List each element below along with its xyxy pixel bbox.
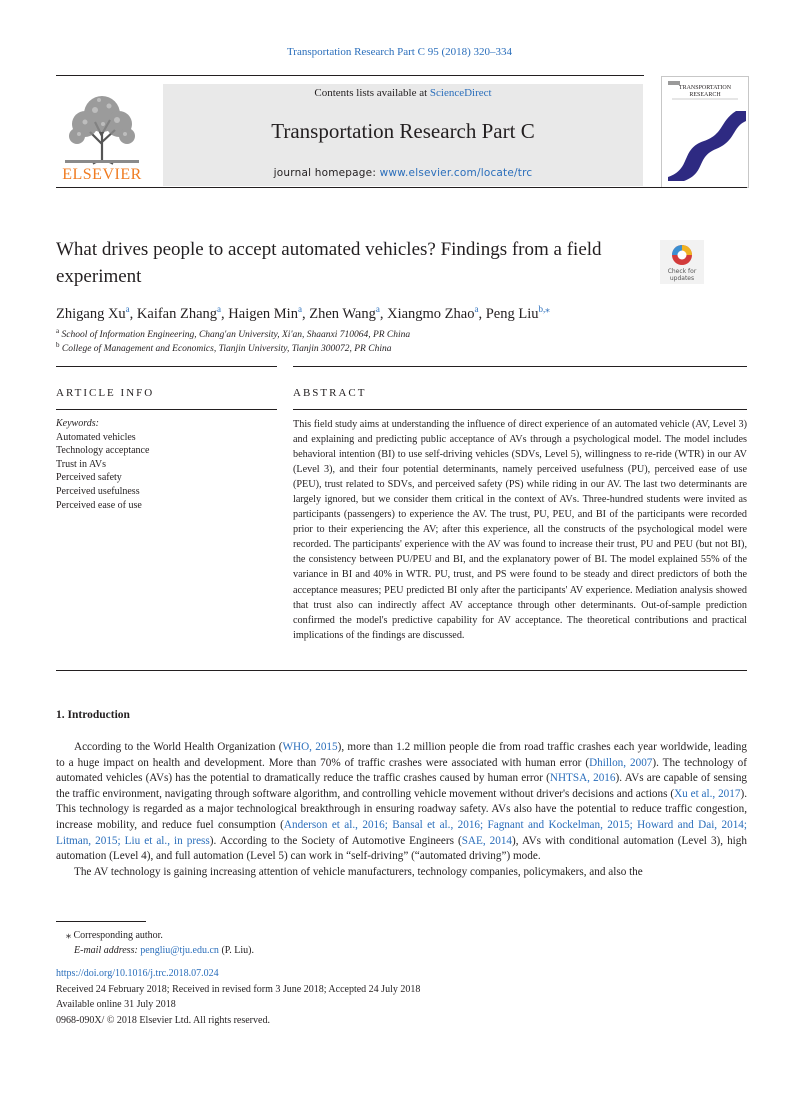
citation-link[interactable]: Xu et al., 2017 xyxy=(674,787,741,800)
abstract-heading: ABSTRACT xyxy=(293,387,367,399)
intro-text: ). AVs are capable of sensing the traffic environment, navigating through software algorithm, and controlling vehicle movement without driver's decisions and actions ( xyxy=(56,772,748,800)
journal-cover-thumbnail[interactable] xyxy=(661,76,749,188)
author-name: Zhen Wang xyxy=(309,305,376,322)
intro-text: ). This technology is regarded as a major technological breakthrough in ensuring roadway safety. AVs also have the potential to reduce traffic congestion, increase mobility, and reduce fuel consumption ( xyxy=(56,787,747,831)
journal-reference-link[interactable]: Transportation Research Part C 95 (2018) 320–334 xyxy=(286,46,513,58)
email-line xyxy=(56,943,556,958)
article-info-top-rule xyxy=(56,366,277,367)
header-bottom-rule xyxy=(56,187,747,188)
keywords-label: Keywords: xyxy=(56,418,99,429)
email-link[interactable]: pengliu@tju.edu.cn xyxy=(140,945,219,956)
homepage-link[interactable]: www.elsevier.com/locate/trc xyxy=(379,167,533,179)
corresponding-author-note: ⁎ Corresponding author. xyxy=(66,930,163,941)
keyword-item: Perceived ease of use xyxy=(56,499,142,511)
citation-link[interactable]: Anderson et al., 2016; Bansal et al., 2016; Fagnant and Kockelman, 2015; Howard and Dai, 2014; Litman, 2015; Liu et al., in press xyxy=(56,818,747,847)
homepage-prefix: journal homepage: xyxy=(273,167,380,179)
affiliation-text: School of Information Engineering, Chang'an University, Xi'an, Shaanxi 710064, PR China xyxy=(61,330,411,341)
keyword-item: Trust in AVs xyxy=(56,458,107,470)
author-affiliation-mark[interactable]: a xyxy=(375,304,380,314)
author-name: Zhigang Xu xyxy=(56,305,126,322)
author-affiliation-mark[interactable]: b,⁎ xyxy=(538,304,550,314)
abstract-text: This field study aims at understanding the influence of direct experience of an automated vehicle (AV, Level 3) and explaining and predicting public acceptance of AVs through a psychological model. The model includes behavioral intention (BI) to use self-driving vehicles (SDVs, Level 5), willingness to re-ride (WTR) in our AV (Level 3), and their four potential determinants, namely perceived usefulness (PU), perceived ease of use (PEU), trust related to SDVs, and perceived safety (PS) while riding in our AV. The last two determinants are largely ignored, but we consider them critical in the context of AVs. Three-hundred students were invited as participants (passengers) to experience the AV. The trust, PU, PEU, and BI of the participants were recorded prior to their experiencing the AV; after this experience, all the constructs of the psychological model were recorded. The participants' experience with the AV was found to increase their trust, PU and PEU (but not BI), the consistency between PU/PEU and BI, and the explanatory power of BI. The model explained 55% of the variance in BI and 40% in WTR. PU, trust, and PS were found to be steady and direct predictors of both the acceptance measures; PEU predicted BI only after the participants' AV experience. Mediation analysis showed that trust also can indirectly affect AV acceptance through other determinants. Out-of-sample prediction confirmed the model's predictive capability for AV acceptance. The theoretical contributions and practical implications of the findings are discussed. xyxy=(293,419,747,641)
affiliation-a xyxy=(56,327,736,340)
cover-road-icon xyxy=(662,77,748,187)
email-label: E-mail address: xyxy=(74,945,141,956)
svg-text:updates: updates xyxy=(669,275,695,282)
author-name: Kaifan Zhang xyxy=(136,305,218,322)
check-for-updates-icon[interactable] xyxy=(660,240,704,284)
cover-title-line2: RESEARCH xyxy=(689,92,721,98)
intro-paragraph-1 xyxy=(56,740,747,865)
footnote xyxy=(56,928,556,958)
author-list: Zhigang Xu$^a$, Kaifan Zhang$^a$, Haigen Min$^a$, Zhen Wang$^a$, Xiangmo Zhao$^a$, Peng Liu$^{b,⁎}$ xyxy=(56,304,550,322)
svg-text:Check for: Check for xyxy=(667,268,697,275)
abstract-rule xyxy=(293,409,747,410)
citation-link[interactable]: WHO, 2015 xyxy=(282,741,338,753)
intro-paragraph-2: The AV technology is gaining increasing attention of vehicle manufacturers, technology companies, policymakers, and also the xyxy=(74,865,643,878)
citation-link[interactable]: NHTSA, 2016 xyxy=(549,772,616,785)
author-name: Peng Liu xyxy=(485,305,539,322)
received-dates: Received 24 February 2018; Received in revised form 3 June 2018; Accepted 24 July 2018 xyxy=(56,983,421,995)
author-affiliation-mark[interactable]: a xyxy=(217,304,222,314)
author-name: Haigen Min xyxy=(228,305,298,322)
intro-text: ), AVs with conditional automation (Level 3), high automation (Level 4), and full automation (Level 5) can work in “self-driving” (“automated driving”) mode. xyxy=(56,834,747,863)
article-info-heading: ARTICLE INFO xyxy=(56,387,155,399)
article-info-rule xyxy=(56,409,277,410)
header-top-rule xyxy=(56,75,644,76)
affiliation-text: College of Management and Economics, Tianjin University, Tianjin 300072, PR China xyxy=(61,344,392,355)
keyword-item: Perceived usefulness xyxy=(56,485,140,497)
doi-link[interactable]: https://doi.org/10.1016/j.trc.2018.07.024 xyxy=(56,968,219,979)
introduction-body xyxy=(56,740,747,880)
footnote-rule xyxy=(56,921,146,922)
homepage-line xyxy=(163,167,643,179)
author-affiliation-mark[interactable]: a xyxy=(125,304,130,314)
available-online: Available online 31 July 2018 xyxy=(56,999,176,1010)
citation-link[interactable]: Dhillon, 2007 xyxy=(589,756,653,769)
elsevier-wordmark: ELSEVIER xyxy=(62,166,142,183)
paper-title: What drives people to accept automated vehicles? Findings from a field experiment xyxy=(56,239,602,287)
intro-text: According to the World Health Organization ( xyxy=(74,741,283,753)
abstract-end-rule xyxy=(56,670,747,671)
copyright: 0968-090X/ © 2018 Elsevier Ltd. All rights reserved. xyxy=(56,1014,270,1026)
section-heading-introduction: 1. Introduction xyxy=(56,709,130,721)
citation-link[interactable]: SAE, 2014 xyxy=(461,834,513,847)
keywords-block xyxy=(56,417,276,512)
intro-text: ). The technology of automated vehicles (AVs) has the potential to dramatically reduce the traffic crashes caused by human error ( xyxy=(56,756,747,785)
contents-prefix: Contents lists available at xyxy=(314,87,430,99)
author-affiliation-mark[interactable]: a xyxy=(297,304,302,314)
keyword-item: Automated vehicles xyxy=(56,431,136,443)
email-suffix: (P. Liu). xyxy=(218,945,254,956)
cover-title-line1: TRANSPORTATION xyxy=(678,85,732,91)
author-name: Xiangmo Zhao xyxy=(387,305,475,322)
intro-text: ), more than 1.2 million people die from road traffic crashes each year worldwide, leading to a huge impact on health and development. More than 70% of traffic crashes were associated with human error ( xyxy=(56,741,747,769)
contents-line xyxy=(163,87,643,99)
sciencedirect-link[interactable]: ScienceDirect xyxy=(429,87,492,99)
abstract-top-rule xyxy=(293,366,747,367)
publication-info xyxy=(56,966,556,1028)
author-affiliation-mark[interactable]: a xyxy=(474,304,479,314)
keyword-item: Perceived safety xyxy=(56,472,122,484)
affiliation-mark: a xyxy=(56,327,60,335)
keyword-item: Technology acceptance xyxy=(56,445,150,457)
affiliation-b xyxy=(56,341,736,354)
intro-text: ). According to the Society of Automotive Engineers ( xyxy=(209,834,462,847)
affiliation-mark: b xyxy=(56,341,60,349)
journal-title: Transportation Research Part C xyxy=(271,119,535,143)
